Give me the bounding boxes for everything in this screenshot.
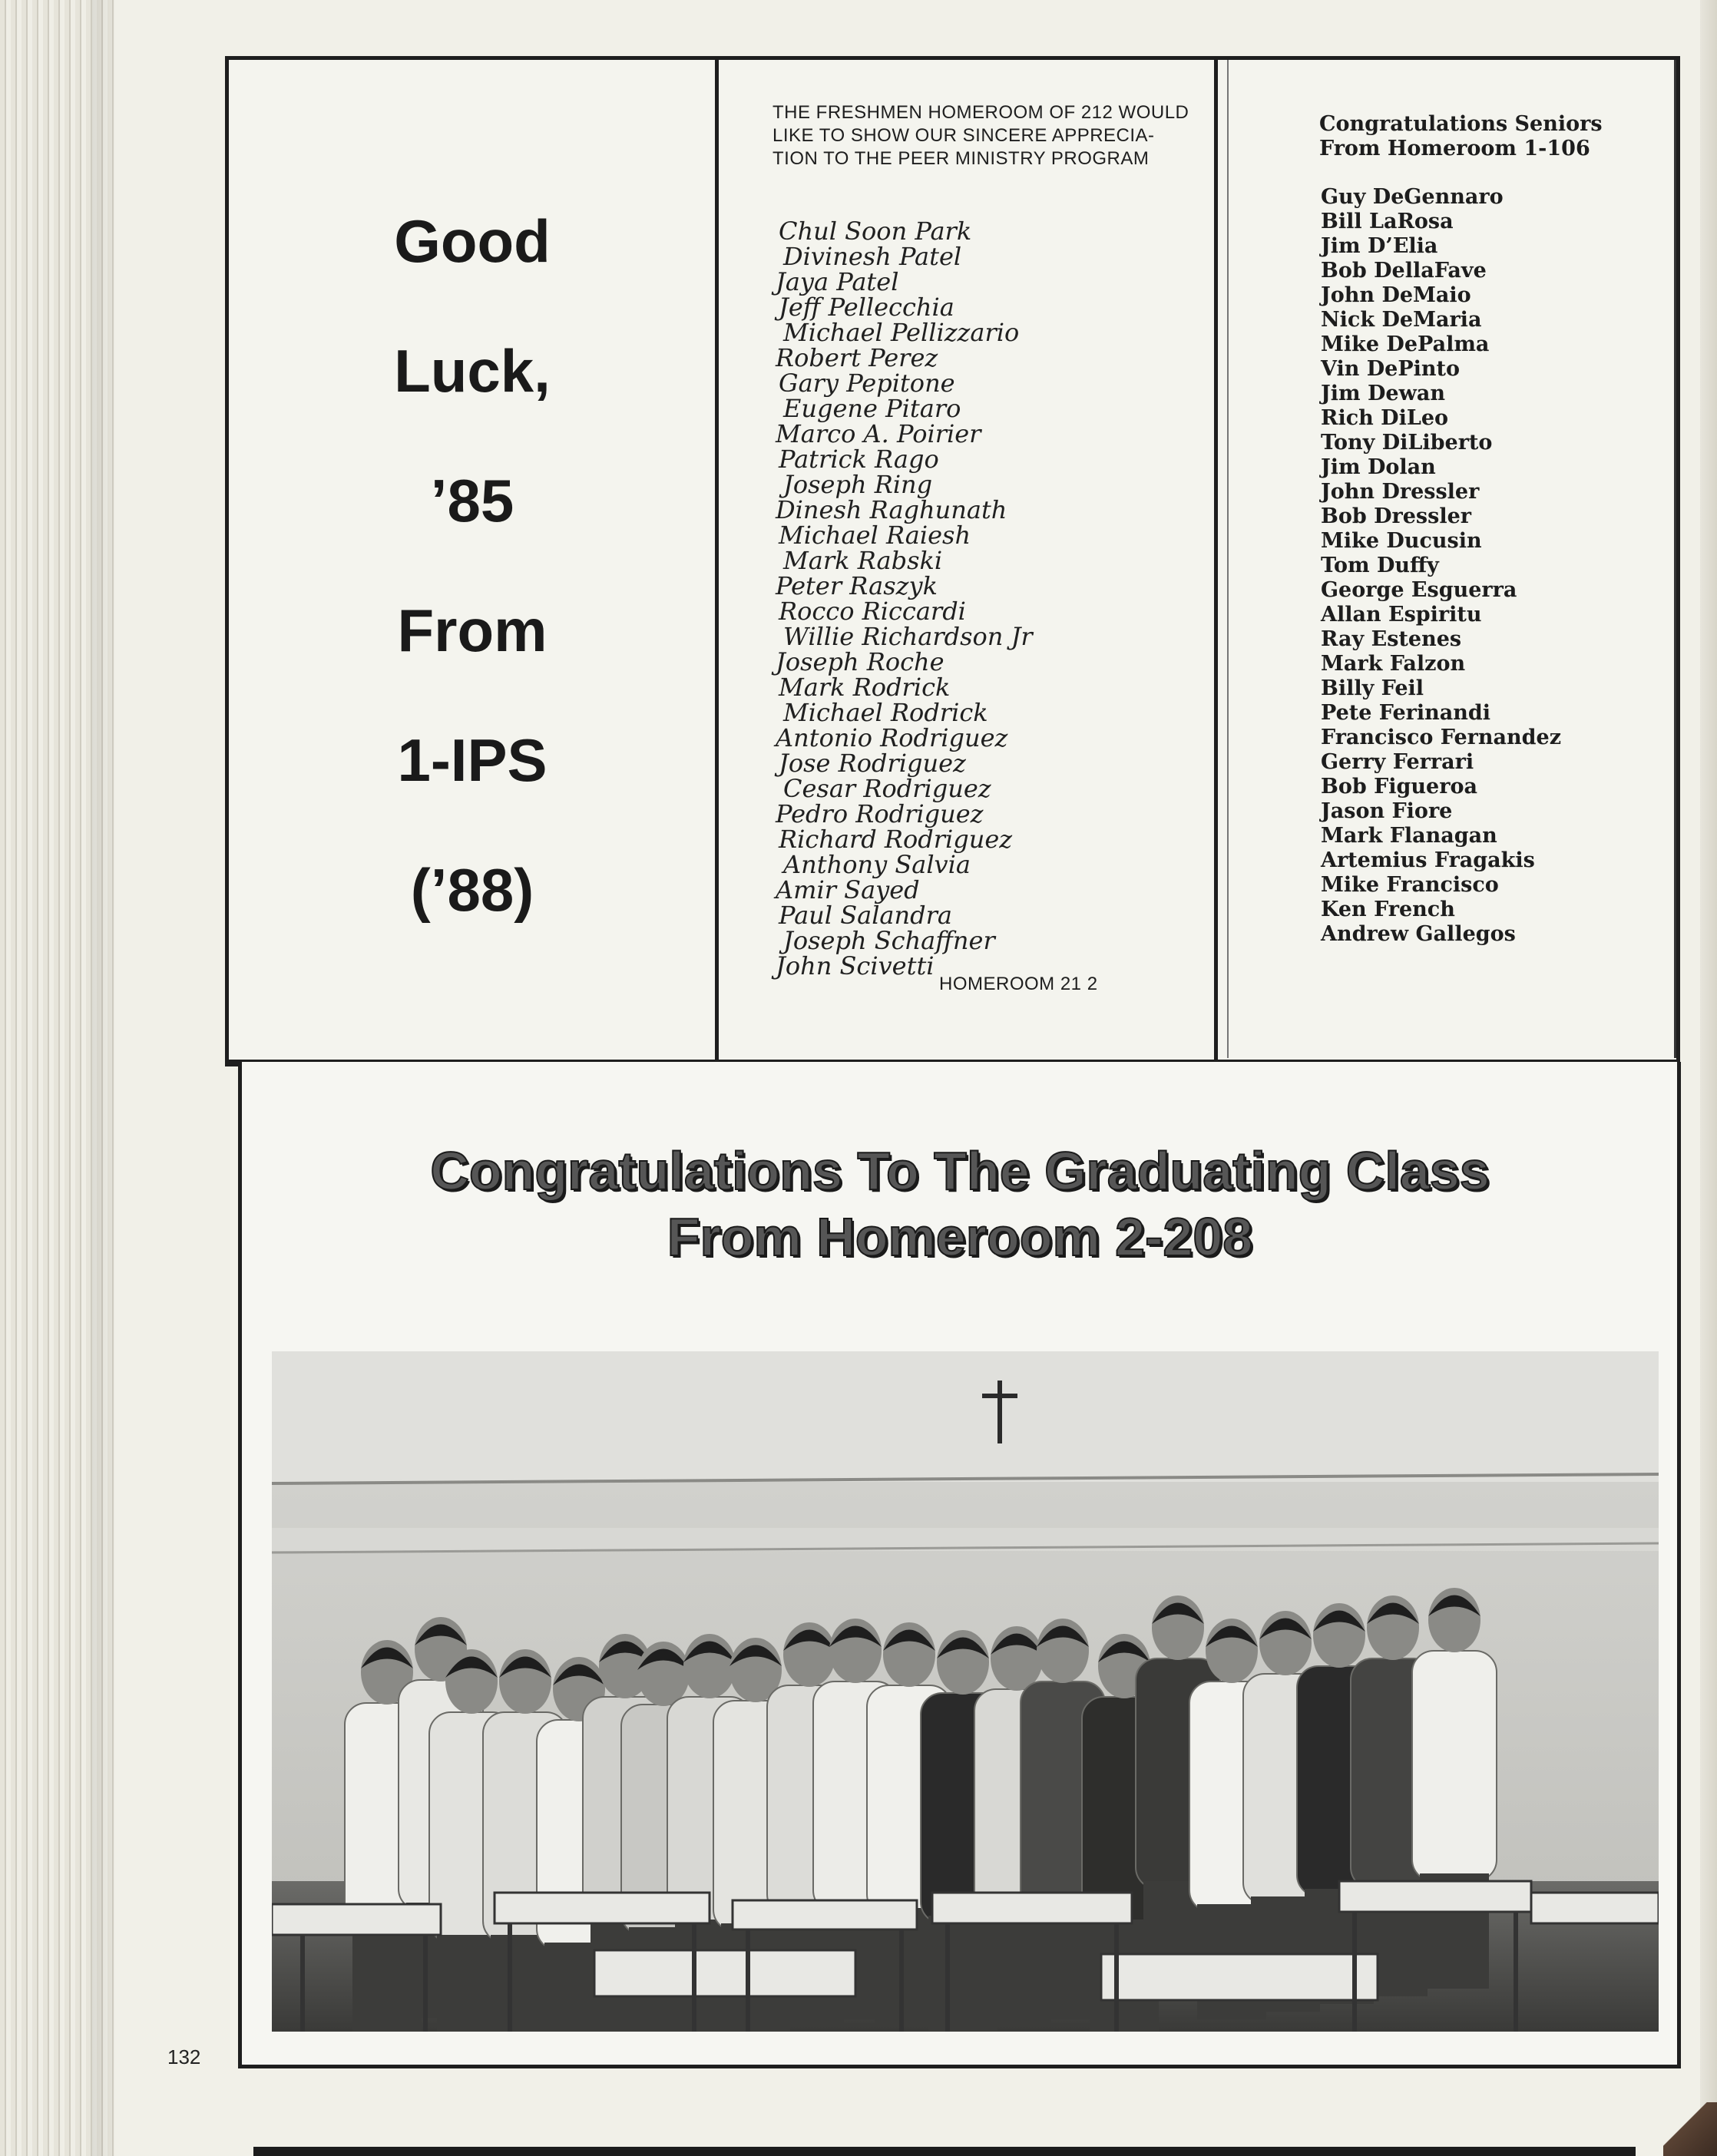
signature: Joseph Schaffner bbox=[783, 926, 995, 955]
signature: Mark Rabski bbox=[783, 546, 943, 575]
signature: Gary Pepitone bbox=[779, 369, 955, 398]
good-luck-line: From bbox=[397, 597, 548, 664]
senior-name: Andrew Gallegos bbox=[1321, 922, 1516, 946]
signature: Eugene Pitaro bbox=[783, 394, 961, 423]
senior-name: Bob DellaFave bbox=[1321, 259, 1487, 283]
senior-name: Tom Duffy bbox=[1321, 554, 1439, 577]
graduating-class-headline bbox=[246, 1138, 1674, 1270]
senior-name: Mike DePalma bbox=[1321, 332, 1490, 356]
good-luck-line: ’85 bbox=[430, 467, 514, 534]
seniors-heading-line2: From Homeroom 1-106 bbox=[1319, 137, 1590, 160]
signature: Pedro Rodriguez bbox=[776, 799, 984, 828]
signature: Amir Sayed bbox=[776, 875, 920, 904]
page-corner-shadow bbox=[1663, 2102, 1717, 2156]
senior-name: John DeMaio bbox=[1321, 283, 1471, 307]
signature: John Scivetti bbox=[776, 951, 935, 980]
crucifix-icon bbox=[997, 1381, 1002, 1443]
binding-strip bbox=[253, 2147, 1636, 2156]
homeroom-212-label: HOMEROOM 21 2 bbox=[939, 974, 1098, 994]
signature-list bbox=[776, 219, 1083, 979]
good-luck-panel bbox=[230, 177, 714, 955]
senior-name: Nick DeMaria bbox=[1321, 308, 1482, 332]
signature: Patrick Rago bbox=[779, 445, 939, 474]
page-edges bbox=[0, 0, 115, 2156]
seniors-heading-line1: Congratulations Seniors bbox=[1319, 112, 1603, 136]
signature: Jaya Patel bbox=[776, 267, 899, 296]
senior-name: Mike Francisco bbox=[1321, 873, 1499, 897]
signature: Michael Raiesh bbox=[779, 521, 971, 550]
senior-name: Guy DeGennaro bbox=[1321, 185, 1504, 209]
senior-name: Mike Ducusin bbox=[1321, 529, 1482, 553]
good-luck-line: Luck, bbox=[394, 337, 551, 405]
senior-name: Ken French bbox=[1321, 898, 1455, 921]
signature: Antonio Rodriguez bbox=[776, 723, 1008, 752]
group-photo-illustration bbox=[272, 1351, 1659, 2032]
signature: Anthony Salvia bbox=[783, 850, 971, 879]
signature: Rocco Riccardi bbox=[779, 597, 966, 626]
panel-inner-rule bbox=[1227, 60, 1229, 1058]
page-right-edge bbox=[1700, 0, 1717, 2156]
senior-name: Ray Estenes bbox=[1321, 627, 1462, 651]
senior-name: Billy Feil bbox=[1321, 676, 1424, 700]
panel-divider-right bbox=[1214, 60, 1218, 1066]
signature: Marco A. Poirier bbox=[776, 419, 981, 448]
page-number: 132 bbox=[167, 2045, 201, 2068]
good-luck-line: 1-IPS bbox=[397, 726, 548, 794]
signature: Chul Soon Park bbox=[779, 217, 972, 246]
senior-name: Tony DiLiberto bbox=[1321, 431, 1493, 455]
signature: Michael Rodrick bbox=[783, 698, 988, 727]
senior-name: Rich DiLeo bbox=[1321, 406, 1449, 430]
headline-line2: From Homeroom 2-208 bbox=[667, 1207, 1253, 1267]
senior-name: John Dressler bbox=[1321, 480, 1480, 504]
signature: Joseph Ring bbox=[783, 470, 933, 499]
senior-name: Francisco Fernandez bbox=[1321, 726, 1562, 749]
person-body bbox=[1412, 1651, 1497, 1881]
senior-name: Allan Espiritu bbox=[1321, 603, 1482, 627]
signature: Divinesh Patel bbox=[783, 242, 962, 271]
signature: Michael Pellizzario bbox=[783, 318, 1020, 347]
senior-name: George Esguerra bbox=[1321, 578, 1517, 602]
good-luck-line: Good bbox=[394, 207, 551, 275]
signature: Willie Richardson Jr bbox=[783, 622, 1033, 651]
seniors-name-list bbox=[1321, 185, 1659, 947]
panel-divider-left bbox=[715, 60, 719, 1066]
seniors-heading bbox=[1319, 112, 1642, 161]
signature: Joseph Roche bbox=[776, 647, 945, 676]
signature: Jeff Pellecchia bbox=[779, 293, 954, 322]
senior-name: Bob Figueroa bbox=[1321, 775, 1477, 799]
senior-name: Jim D’Elia bbox=[1321, 234, 1438, 258]
signature: Mark Rodrick bbox=[779, 673, 951, 702]
senior-name: Mark Flanagan bbox=[1321, 824, 1497, 848]
signature: Peter Raszyk bbox=[776, 571, 938, 600]
senior-name: Bill LaRosa bbox=[1321, 210, 1454, 233]
signature: Dinesh Raghunath bbox=[776, 495, 1007, 524]
senior-name: Jason Fiore bbox=[1321, 799, 1453, 823]
homeroom-212-message: THE FRESHMEN HOMEROOM OF 212 WOULD LIKE TO SHOW OUR SINCERE APPRECIA- TION TO THE PEER MINISTRY PROGRAM bbox=[772, 102, 1189, 169]
senior-name: Jim Dewan bbox=[1321, 382, 1445, 405]
homeroom-group-photo bbox=[272, 1351, 1659, 2032]
signature: Richard Rodriguez bbox=[779, 825, 1013, 854]
good-luck-line: (’88) bbox=[410, 856, 534, 924]
headline-line1: Congratulations To The Graduating Class bbox=[430, 1141, 1490, 1201]
senior-name: Jim Dolan bbox=[1321, 455, 1436, 479]
senior-name: Bob Dressler bbox=[1321, 504, 1471, 528]
panel-inner-rule-right bbox=[1674, 60, 1676, 1058]
senior-name: Vin DePinto bbox=[1321, 357, 1461, 381]
senior-name: Artemius Fragakis bbox=[1321, 848, 1535, 872]
signature: Cesar Rodriguez bbox=[783, 774, 991, 803]
senior-name: Mark Falzon bbox=[1321, 652, 1466, 676]
signature: Jose Rodriguez bbox=[779, 749, 966, 778]
senior-name: Pete Ferinandi bbox=[1321, 701, 1491, 725]
senior-name: Gerry Ferrari bbox=[1321, 750, 1474, 774]
signature: Paul Salandra bbox=[779, 901, 952, 930]
signature: Robert Perez bbox=[776, 343, 938, 372]
